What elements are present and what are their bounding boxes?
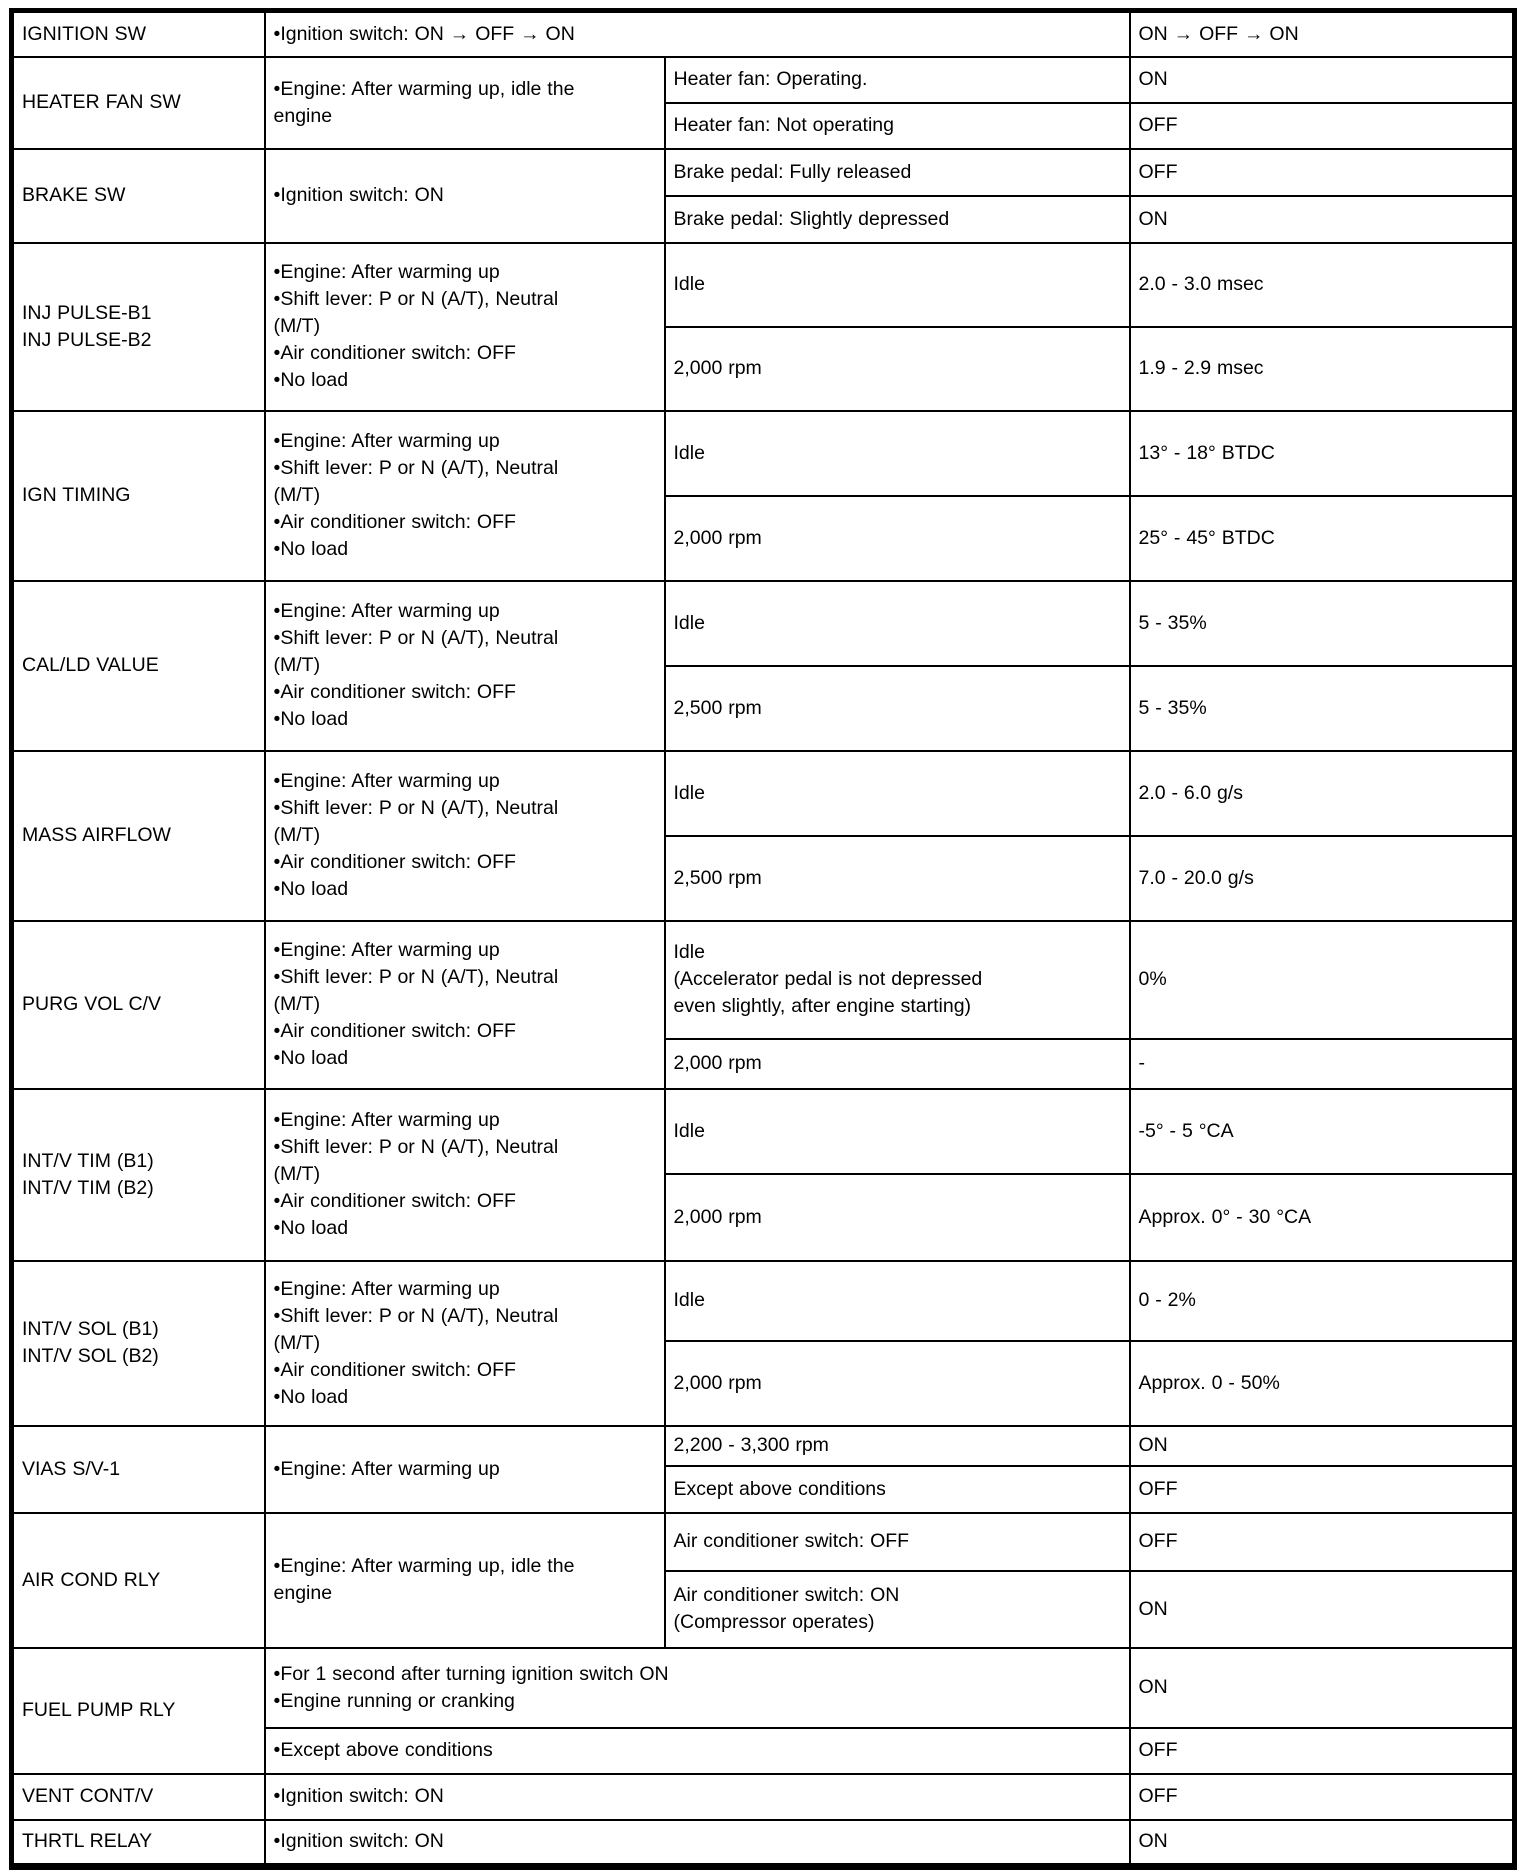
subcondition-cell	[665, 921, 1130, 1039]
value-text: 1.9 - 2.9 msec	[1138, 357, 1264, 379]
item-cell	[12, 1513, 265, 1648]
value-cell	[1130, 149, 1515, 196]
value-text: 7.0 - 20.0 g/s	[1138, 866, 1254, 889]
value-text: OFF	[1138, 1477, 1178, 1500]
item-cell	[12, 921, 265, 1089]
value-text: 0 - 2%	[1138, 1289, 1196, 1311]
row-cal-ld-value	[12, 581, 1515, 666]
subcondition-text: 2,500 rpm	[673, 696, 762, 719]
condition-line: • Engine: After warming up	[274, 598, 654, 625]
condition-line: (M/T)	[273, 993, 321, 1015]
subcondition-cell	[665, 836, 1130, 921]
subcondition-text: (Compressor operates)	[673, 1611, 875, 1633]
condition-cell	[265, 1513, 665, 1648]
item-label: INT/V TIM (B2)	[22, 1176, 154, 1199]
subcondition-cell	[665, 196, 1130, 243]
item-cell	[12, 149, 265, 243]
ecm-monitor-spec-table	[9, 8, 1517, 1870]
value-cell	[1130, 1648, 1515, 1728]
subcondition-cell	[665, 496, 1130, 581]
row-intv-tim	[12, 1089, 1515, 1174]
value-text: ON	[1138, 1676, 1168, 1698]
item-label: VENT CONT/V	[22, 1785, 154, 1807]
value-cell	[1130, 1466, 1515, 1513]
subcondition-cell	[665, 581, 1130, 666]
condition-line: • Ignition switch: ON	[274, 1828, 1119, 1855]
condition-line: • No load	[274, 876, 654, 903]
subcondition-cell	[665, 103, 1130, 149]
value-text: ON	[1138, 1597, 1168, 1620]
value-text: Approx. 0° - 30 °CA	[1138, 1205, 1312, 1228]
condition-line: • Ignition switch: ON	[274, 182, 654, 209]
condition-cell	[265, 1774, 1130, 1820]
subcondition-cell	[665, 1341, 1130, 1426]
condition-cell	[265, 921, 665, 1089]
item-label: MASS AIRFLOW	[22, 824, 171, 846]
condition-line: • Air conditioner switch: OFF	[274, 1018, 654, 1045]
condition-line: • Air conditioner switch: OFF	[274, 1188, 654, 1215]
subcondition-text: 2,500 rpm	[673, 866, 762, 889]
subcondition-text: 2,000 rpm	[673, 1205, 762, 1228]
row-vias-sv1	[12, 1426, 1515, 1466]
condition-line: • No load	[274, 1045, 654, 1072]
condition-cell	[265, 411, 665, 581]
condition-line: (M/T)	[273, 654, 321, 676]
condition-line: • Shift lever: P or N (A/T), Neutral	[274, 1303, 654, 1330]
condition-line: • Air conditioner switch: OFF	[274, 679, 654, 706]
value-cell	[1130, 921, 1515, 1039]
subcondition-cell	[665, 1039, 1130, 1089]
subcondition-text: 2,000 rpm	[673, 357, 762, 379]
row-thrtl-relay	[12, 1820, 1515, 1867]
condition-line: • No load	[274, 367, 654, 394]
subcondition-cell	[665, 1571, 1130, 1648]
item-label: INT/V TIM (B1)	[22, 1149, 154, 1172]
item-cell	[12, 411, 265, 581]
value-cell	[1130, 496, 1515, 581]
value-cell	[1130, 1774, 1515, 1820]
value-text: OFF	[1138, 114, 1178, 136]
item-cell	[12, 1089, 265, 1261]
item-label: INJ PULSE-B1	[22, 301, 152, 324]
value-cell	[1130, 1341, 1515, 1426]
value-cell	[1130, 243, 1515, 327]
row-inj-pulse	[12, 243, 1515, 327]
value-cell	[1130, 836, 1515, 921]
item-label: VIAS S/V-1	[22, 1457, 121, 1480]
condition-cell	[265, 243, 665, 411]
subcondition-cell	[665, 411, 1130, 496]
value-text: Approx. 0 - 50%	[1138, 1371, 1280, 1394]
value-text: 5 - 35%	[1138, 611, 1207, 634]
condition-cell	[265, 751, 665, 921]
value-cell	[1130, 1728, 1515, 1774]
subcondition-cell	[665, 751, 1130, 836]
subcondition-text: Air conditioner switch: ON	[673, 1584, 900, 1606]
condition-line: • Ignition switch: ON	[274, 1783, 1119, 1810]
condition-cell	[265, 1648, 1130, 1728]
subcondition-text: Idle	[673, 441, 705, 464]
subcondition-text: Except above conditions	[673, 1477, 886, 1500]
condition-line: • Engine: After warming up, idle the	[274, 76, 654, 103]
row-intv-sol	[12, 1261, 1515, 1341]
item-label: THRTL RELAY	[22, 1830, 153, 1853]
row-fuel-pump-rly	[12, 1648, 1515, 1728]
item-label: PURG VOL C/V	[22, 993, 161, 1015]
item-label: IGN TIMING	[22, 484, 131, 506]
condition-line: • For 1 second after turning ignition switch ON	[274, 1661, 1119, 1688]
subcondition-cell	[665, 327, 1130, 411]
condition-line: • Shift lever: P or N (A/T), Neutral	[274, 1134, 654, 1161]
subcondition-text: Idle	[673, 273, 705, 295]
value-cell	[1130, 581, 1515, 666]
row-heater-fan-sw	[12, 57, 1515, 103]
value-text: 2.0 - 6.0 g/s	[1138, 781, 1243, 804]
condition-line: (M/T)	[273, 484, 321, 506]
subcondition-text: Idle	[673, 1289, 705, 1311]
value-cell	[1130, 103, 1515, 149]
value-text: 2.0 - 3.0 msec	[1138, 273, 1264, 295]
condition-cell	[265, 1089, 665, 1261]
row-air-cond-rly	[12, 1513, 1515, 1571]
row-purg-vol-cv	[12, 921, 1515, 1039]
condition-line: (M/T)	[273, 1331, 321, 1354]
condition-line: • No load	[274, 536, 654, 563]
subcondition-cell	[665, 1513, 1130, 1571]
item-label: INJ PULSE-B2	[22, 328, 152, 351]
value-cell	[1130, 1571, 1515, 1648]
condition-line: • Engine: After warming up	[274, 768, 654, 795]
condition-line: (M/T)	[273, 1163, 321, 1185]
condition-line: • Engine: After warming up	[274, 937, 654, 964]
item-label: CAL/LD VALUE	[22, 654, 159, 676]
condition-line: engine	[273, 1582, 333, 1604]
row-vent-cont-v	[12, 1774, 1515, 1820]
value-text: -	[1138, 1052, 1145, 1074]
value-cell	[1130, 666, 1515, 751]
subcondition-text: 2,000 rpm	[673, 526, 762, 549]
value-cell	[1130, 57, 1515, 103]
item-cell	[12, 581, 265, 751]
value-text: OFF	[1138, 1739, 1178, 1761]
item-label: INT/V SOL (B1)	[22, 1318, 159, 1340]
subcondition-cell	[665, 149, 1130, 196]
condition-line: • Engine: After warming up, idle the	[274, 1553, 654, 1580]
value-cell	[1130, 1820, 1515, 1867]
condition-line: • Engine running or cranking	[274, 1688, 1119, 1715]
subcondition-text: Brake pedal: Fully released	[673, 160, 912, 183]
condition-line: • Ignition switch: ON → OFF → ON	[274, 21, 1119, 48]
value-text: 0%	[1138, 968, 1167, 990]
condition-line: • Except above conditions	[274, 1737, 1119, 1764]
condition-line: • Shift lever: P or N (A/T), Neutral	[274, 795, 654, 822]
value-cell	[1130, 1174, 1515, 1261]
row-ignition-sw	[12, 11, 1515, 57]
condition-cell	[265, 11, 1130, 57]
subcondition-text: Heater fan: Operating.	[673, 68, 868, 90]
item-label: FUEL PUMP RLY	[22, 1699, 176, 1721]
value-cell	[1130, 1261, 1515, 1341]
value-cell	[1130, 1089, 1515, 1174]
subcondition-text: (Accelerator pedal is not depressed	[673, 968, 983, 990]
item-cell	[12, 243, 265, 411]
subcondition-text: 2,000 rpm	[673, 1052, 762, 1074]
condition-cell	[265, 581, 665, 751]
row-mass-airflow	[12, 751, 1515, 836]
item-cell	[12, 57, 265, 149]
subcondition-text: Heater fan: Not operating	[673, 114, 894, 136]
condition-line: (M/T)	[273, 824, 321, 846]
subcondition-text: Idle	[673, 1119, 705, 1142]
value-cell	[1130, 1039, 1515, 1089]
value-text: ON	[1138, 1830, 1168, 1853]
value-cell	[1130, 1426, 1515, 1466]
value-cell	[1130, 411, 1515, 496]
item-label: HEATER FAN SW	[22, 91, 181, 113]
condition-line: • Air conditioner switch: OFF	[274, 1357, 654, 1384]
item-cell	[12, 11, 265, 57]
item-cell	[12, 1261, 265, 1426]
subcondition-cell	[665, 666, 1130, 751]
condition-line: • Shift lever: P or N (A/T), Neutral	[274, 455, 654, 482]
subcondition-text: Idle	[673, 611, 705, 634]
condition-line: • Engine: After warming up	[274, 1456, 654, 1483]
subcondition-cell	[665, 243, 1130, 327]
value-cell	[1130, 1513, 1515, 1571]
value-text: OFF	[1138, 160, 1178, 183]
condition-line: • Engine: After warming up	[274, 428, 654, 455]
value-text: 5 - 35%	[1138, 696, 1207, 719]
value-text: 25° - 45° BTDC	[1138, 526, 1275, 549]
value-text: OFF	[1138, 1530, 1178, 1552]
condition-line: • Shift lever: P or N (A/T), Neutral	[274, 286, 654, 313]
value-text: ON → OFF → ON	[1138, 22, 1299, 45]
item-cell	[12, 1648, 265, 1774]
row-ign-timing	[12, 411, 1515, 496]
item-label: INT/V SOL (B2)	[22, 1345, 159, 1367]
condition-line: • No load	[274, 706, 654, 733]
subcondition-text: Brake pedal: Slightly depressed	[673, 207, 950, 230]
condition-line: • Shift lever: P or N (A/T), Neutral	[274, 625, 654, 652]
subcondition-text: Idle	[673, 941, 705, 963]
condition-line: • Air conditioner switch: OFF	[274, 509, 654, 536]
condition-cell	[265, 1426, 665, 1513]
subcondition-text: Air conditioner switch: OFF	[673, 1530, 910, 1552]
row-brake-sw	[12, 149, 1515, 196]
condition-line: • No load	[274, 1215, 654, 1242]
value-text: -5° - 5 °CA	[1138, 1119, 1234, 1142]
subcondition-text: Idle	[673, 781, 705, 804]
subcondition-cell	[665, 1174, 1130, 1261]
subcondition-cell	[665, 1426, 1130, 1466]
subcondition-cell	[665, 1261, 1130, 1341]
value-text: ON	[1138, 207, 1168, 230]
subcondition-cell	[665, 57, 1130, 103]
condition-line: • Engine: After warming up	[274, 259, 654, 286]
item-label: BRAKE SW	[22, 184, 126, 206]
value-cell	[1130, 327, 1515, 411]
item-label: IGNITION SW	[22, 22, 146, 45]
condition-line: • No load	[274, 1384, 654, 1411]
item-cell	[12, 1774, 265, 1820]
subcondition-text: 2,000 rpm	[673, 1371, 762, 1394]
condition-cell	[265, 1728, 1130, 1774]
condition-line: • Air conditioner switch: OFF	[274, 849, 654, 876]
condition-line: • Air conditioner switch: OFF	[274, 340, 654, 367]
condition-cell	[265, 1261, 665, 1426]
item-cell	[12, 1426, 265, 1513]
condition-line: engine	[273, 104, 333, 127]
value-text: 13° - 18° BTDC	[1138, 441, 1275, 464]
item-cell	[12, 1820, 265, 1867]
value-text: OFF	[1138, 1785, 1178, 1807]
value-cell	[1130, 751, 1515, 836]
item-cell	[12, 751, 265, 921]
value-cell	[1130, 11, 1515, 57]
condition-cell	[265, 149, 665, 243]
condition-line: • Shift lever: P or N (A/T), Neutral	[274, 964, 654, 991]
item-label: AIR COND RLY	[22, 1568, 161, 1591]
condition-cell	[265, 1820, 1130, 1867]
value-text: ON	[1138, 1434, 1168, 1456]
condition-line: • Engine: After warming up	[274, 1276, 654, 1303]
subcondition-text: even slightly, after engine starting)	[673, 995, 972, 1017]
value-cell	[1130, 196, 1515, 243]
condition-line: (M/T)	[273, 315, 321, 337]
condition-line: • Engine: After warming up	[274, 1107, 654, 1134]
value-text: ON	[1138, 68, 1168, 90]
subcondition-cell	[665, 1089, 1130, 1174]
subcondition-text: 2,200 - 3,300 rpm	[673, 1434, 829, 1456]
condition-cell	[265, 57, 665, 149]
subcondition-cell	[665, 1466, 1130, 1513]
